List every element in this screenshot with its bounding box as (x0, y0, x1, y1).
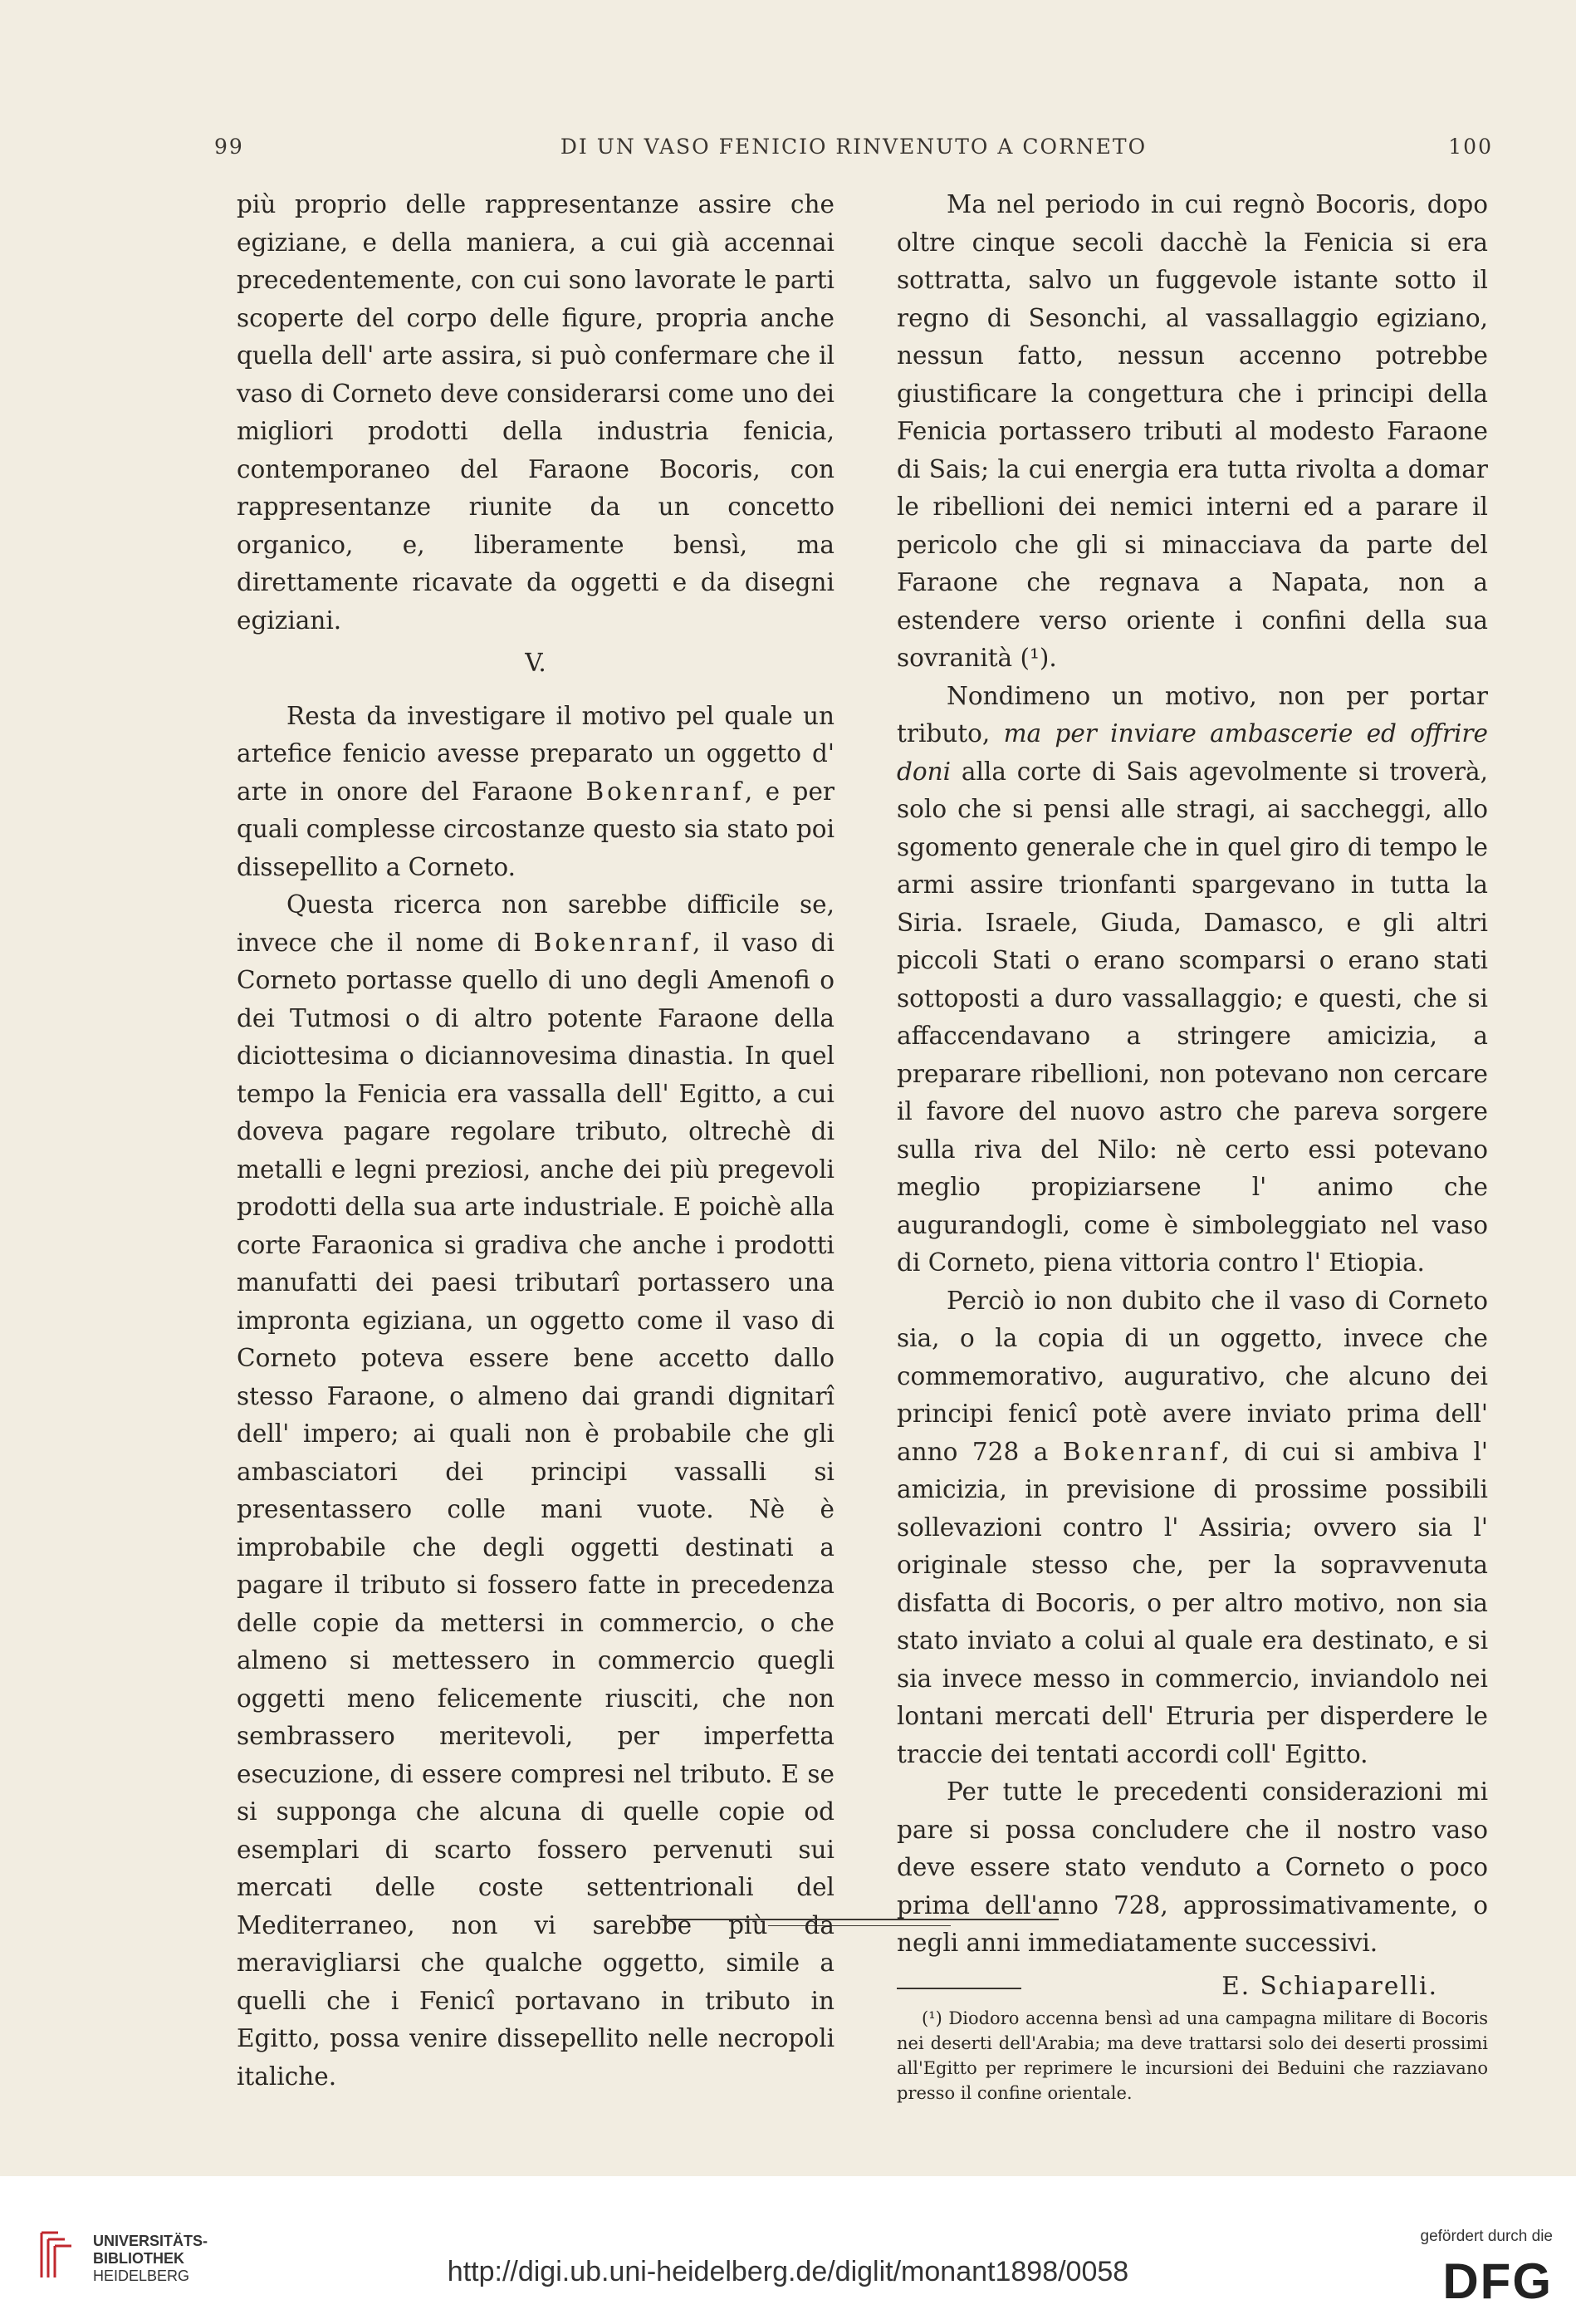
italic-phrase: ma per inviare ambascerie ed offrire doni (897, 719, 1488, 786)
dfg-logo: DFG (1442, 2253, 1553, 2309)
library-name: UNIVERSITÄTS- BIBLIOTHEK HEIDELBERG (93, 2233, 208, 2284)
end-ornament (660, 1909, 1059, 1934)
signature-row (897, 1968, 1488, 2006)
digitization-footer (0, 2176, 1576, 2324)
source-url-link[interactable]: http://digi.ub.uni-heidelberg.de/diglit/monant1898/0058 (447, 2256, 1129, 2287)
paragraph: Per tutte le precedenti considerazioni mi pare si possa concludere che il nostro vaso deve essere stato venduto a Corneto o poco prima dell'anno 728, approssimativamente, o negli anni immediatamente successivi. (897, 1777, 1488, 1957)
running-header (214, 135, 1493, 168)
right-column (897, 186, 1488, 2106)
paragraph: Ma nel periodo in cui regnò Bocoris, dopo oltre cinque secoli dacchè la Fenicia si era sottratta, salvo un fuggevole istante sotto il regno di Sesonchi, al vassallaggio egiziano, nessun fatto, nessun accenno potrebbe giustificare la congettura che i principi della Fenicia portassero tributi al modesto Faraone di Sais; la cui energia era tutta rivolta a domar le ribellioni dei nemici interni ed a parare il pericolo che gli si minacciava da parte del Faraone che regnava a Napata, non a estendere verso oriente i confini della sua sovranità (¹). (897, 190, 1488, 672)
paragraph: Perciò io non dubito che il vaso di Corneto sia, o la copia di un oggetto, invece che commemorativo, augurativo, che alcuno dei principi fenicî potè avere inviato prima dell' anno 728 a Bokenranf, di cui si ambiva l' amicizia, in previsione di prossime possibili sollevazioni contro l' Assiria; ovvero sia l' originale stesso che, per la sopravvenuta disfatta di Bocoris, o per altro motivo, non sia stato inviato a colui al quale era destinato, e si sia invece messo in commercio, inviandolo nei lontani mercati dell' Etruria per disperdere le traccie dei tentati accordi coll' Egitto. (897, 1286, 1488, 1768)
page-number-left: 99 (214, 135, 244, 159)
footnote: (¹) Diodoro accenna bensì ad una campagna militare di Bocoris nei deserti dell'Arabia; ma deve trattarsi solo dei deserti prossimi all'Egitto per reprimere le incursioni dei Beduini che razziavano presso il confine orientale. (897, 2008, 1488, 2103)
footnote-rule (897, 1988, 1021, 1989)
paragraph: Resta da investigare il motivo pel quale un artefice fenicio avesse preparato un oggetto d' arte in onore del Faraone Bokenranf, e per quali complesse circostanze questo sia stato poi dissepellito a Corneto. (237, 701, 834, 881)
pharaoh-name: Bokenranf (1062, 1437, 1222, 1466)
author-signature: E. Schiaparelli. (1221, 1971, 1438, 2000)
paragraph: Nondimeno un motivo, non per portar tributo, ma per inviare ambascerie ed offrire doni alla corte di Sais agevolmente si troverà, solo che si pensi alle stragi, ai saccheggi, allo sgomento generale che in quel giro di tempo le armi assire trionfanti spargevano in tutta la Siria. Israele, Giuda, Damasco, e gli altri piccoli Stati o erano scomparsi o erano stati sottoposti a duro vassallaggio; e questi, che si affaccendavano a stringere amicizia, a preparare ribellioni, non potevano non cercare il favore del nuovo astro che pareva sorgere sulla riva del Nilo: nè certo essi potevano meglio propiziarsene l' animo che augurandogli, come è simboleggiato nel vaso di Corneto, piena vittoria contro l' Etiopia. (897, 681, 1488, 1277)
left-column (237, 186, 834, 2096)
section-heading: V. (525, 649, 546, 677)
paragraph: Questa ricerca non sarebbe difficile se, invece che il nome di Bokenranf, il vaso di Corneto portasse quello di uno degli Amenofi o dei Tutmosi o di altro potente Faraone della diciottesima o diciannovesima dinastia. In quel tempo la Fenicia era vassalla dell' Egitto, a cui doveva pagare regolare tributo, oltrechè di metalli e legni preziosi, anche dei più pregevoli prodotti della sua arte industriale. E poichè alla corte Faraonica si gradiva che anche i prodotti manufatti dei paesi tributarî portassero una impronta egiziana, un oggetto come il vaso di Corneto poteva essere bene accetto dallo stesso Faraone, o almeno dai grandi dignitarî dell' impero; ai quali non è probabile che gli ambasciatori dei principi vassalli si presentassero colle mani vuote. Nè è improbabile che degli oggetti destinati a pagare il tributo si fossero fatte in precedenza delle copie da mettersi in commercio, o che almeno si mettessero in commercio quegli oggetti meno felicemente riusciti, che non sembrassero meritevoli, per imperfetta esecuzione, di essere compresi nel tributo. E se si supponga che alcuna di quelle copie od esemplari di scarto fossero pervenuti sui mercati delle coste settentrionali del Mediterraneo, non vi sarebbe più da meravigliarsi che qualche oggetto, simile a quelli che i Fenicî portavano in tributo in Egitto, possa venire dissepellito nelle necropoli italiche. (237, 890, 834, 2091)
page-number-right: 100 (1448, 135, 1493, 159)
paragraph: più proprio delle rappresentanze assire che egiziane, e della maniera, a cui già accennai precedentemente, con cui sono lavorate le parti scoperte del corpo delle figure, propria anche quella dell' arte assira, si può confermare che il vaso di Corneto deve considerarsi come uno dei migliori prodotti della industria fenicia, contemporaneo del Faraone Bocoris, con rappresentanze riunite da un concetto organico, e, liberamente bensì, ma direttamente ricavate da oggetti e da disegni egiziani. (237, 190, 834, 635)
pharaoh-name: Bokenranf (585, 777, 745, 806)
pharaoh-name: Bokenranf (533, 928, 693, 957)
running-title: DI UN VASO FENICIO RINVENUTO A CORNETO (560, 135, 1148, 159)
funding-note: gefördert durch die (1420, 2228, 1553, 2245)
